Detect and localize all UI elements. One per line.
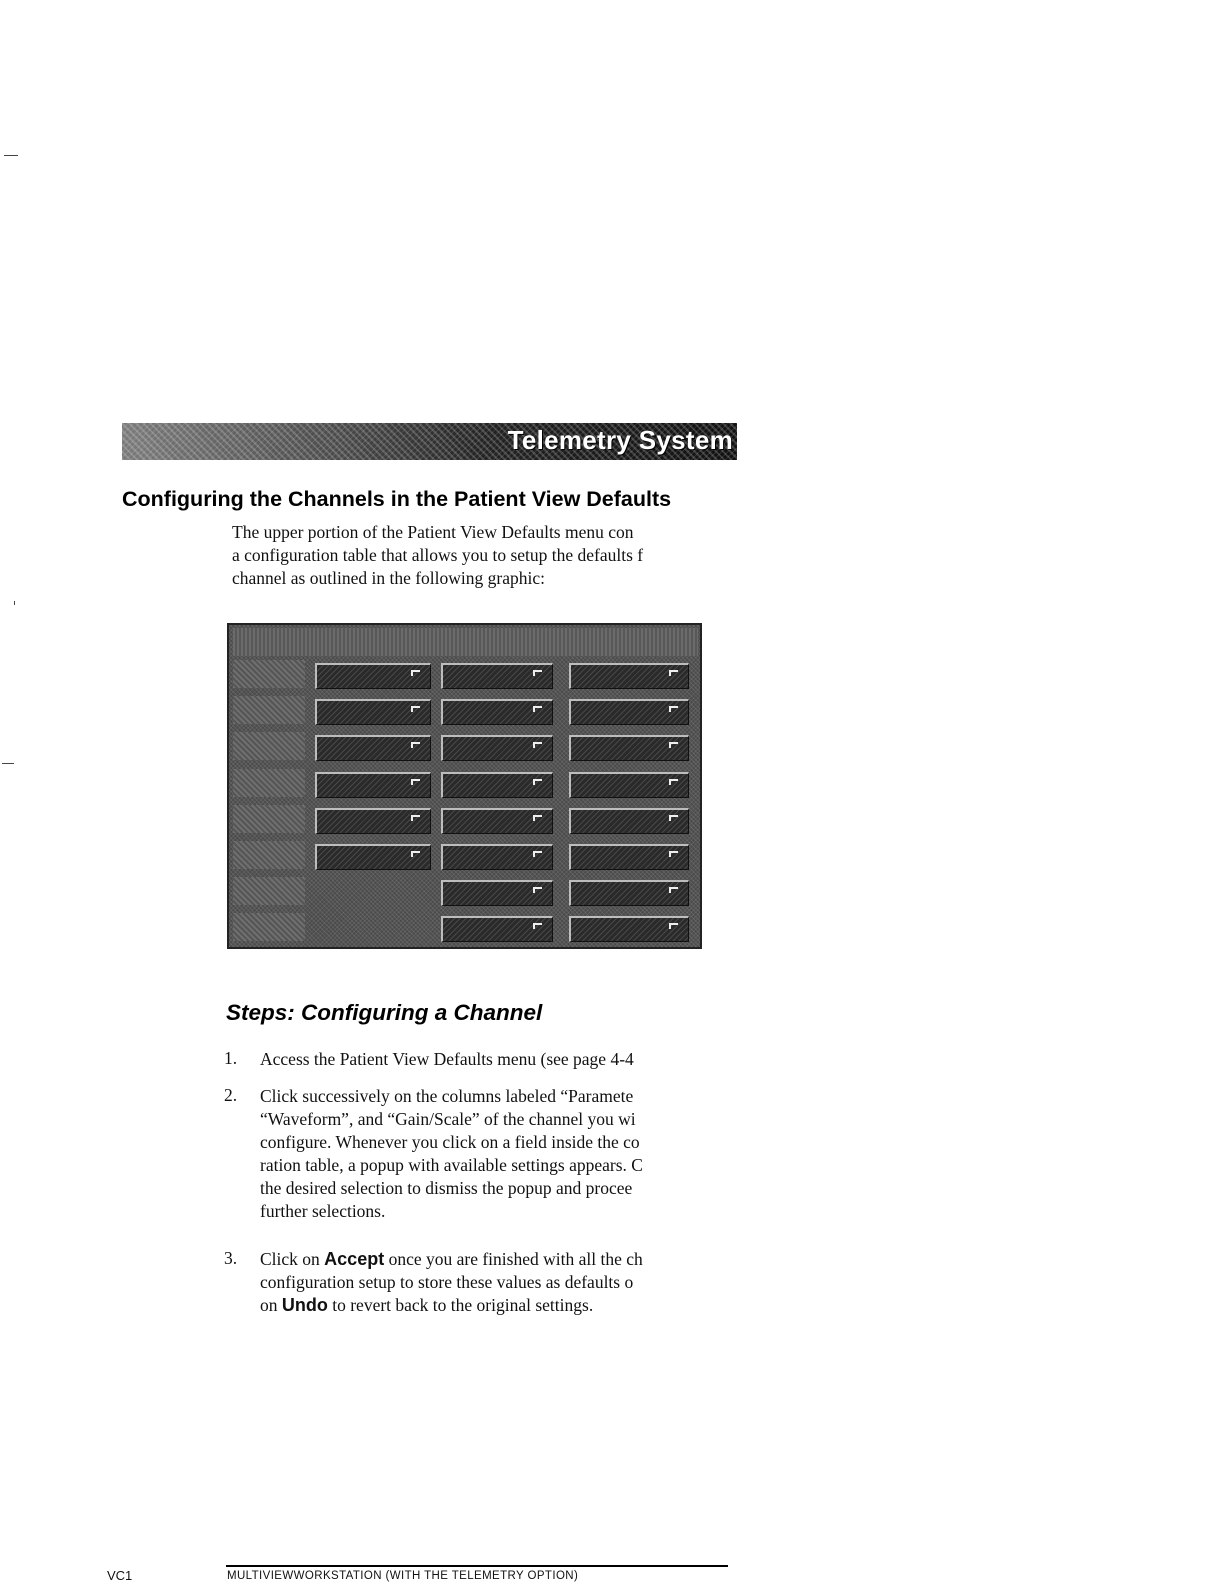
table-dropdown-field [441, 735, 553, 761]
table-dropdown-field [315, 735, 431, 761]
dropdown-arrow-icon [411, 815, 420, 821]
step-number: 3. [224, 1248, 238, 1268]
dropdown-arrow-icon [533, 815, 542, 821]
table-dropdown-field [441, 699, 553, 725]
dropdown-arrow-icon [669, 815, 678, 821]
table-dropdown-field [569, 772, 689, 798]
table-row-label [233, 769, 305, 797]
table-dropdown-field [315, 844, 431, 870]
step-text-fragment: to revert back to the original settings. [327, 1295, 594, 1315]
dropdown-arrow-icon [669, 742, 678, 748]
configuration-table-graphic [227, 623, 702, 949]
table-row-label [233, 660, 305, 688]
table-dropdown-field [315, 699, 431, 725]
intro-line: The upper portion of the Patient View Defaults menu con [232, 522, 634, 542]
table-header-row [233, 628, 698, 656]
table-dropdown-field [569, 880, 689, 906]
table-dropdown-field [569, 916, 689, 942]
intro-line: channel as outlined in the following graphic: [232, 568, 545, 588]
dropdown-arrow-icon [669, 670, 678, 676]
scan-mark [2, 763, 14, 764]
table-dropdown-field [569, 735, 689, 761]
footer-running-title: MULTIVIEWWORKSTATION (WITH THE TELEMETRY OPTION) [227, 1570, 579, 1582]
step-line: the desired selection to dismiss the popup and procee [260, 1178, 633, 1198]
step-line [260, 1294, 738, 1317]
step-text [260, 1048, 738, 1071]
dropdown-arrow-icon [669, 923, 678, 929]
dropdown-arrow-icon [411, 851, 420, 857]
table-row-label [233, 805, 305, 833]
step-text-fragment: once you are finished with all the ch [384, 1249, 643, 1269]
table-row-label [233, 696, 305, 724]
table-dropdown-field [441, 844, 553, 870]
section-heading: Configuring the Channels in the Patient View Defaults [122, 487, 672, 511]
table-row-label [233, 732, 305, 760]
dropdown-arrow-icon [533, 887, 542, 893]
dropdown-arrow-icon [411, 670, 420, 676]
table-dropdown-field [315, 772, 431, 798]
step-text-fragment: on [260, 1295, 282, 1315]
dropdown-arrow-icon [669, 706, 678, 712]
dropdown-arrow-icon [533, 706, 542, 712]
table-dropdown-field [569, 663, 689, 689]
table-row-label [233, 913, 305, 941]
step-line: ration table, a popup with available settings appears. C [260, 1155, 643, 1175]
dropdown-arrow-icon [533, 742, 542, 748]
dropdown-arrow-icon [669, 887, 678, 893]
dropdown-arrow-icon [669, 779, 678, 785]
undo-ui-term: Undo [281, 1295, 328, 1315]
table-dropdown-field [315, 663, 431, 689]
accept-ui-term: Accept [324, 1249, 385, 1269]
step-line: Access the Patient View Defaults menu (see page 4-4 [260, 1049, 634, 1069]
scan-mark [14, 601, 15, 605]
step-text-fragment: Click on [260, 1249, 325, 1269]
step-text [260, 1248, 738, 1317]
intro-line: a configuration table that allows you to setup the defaults f [232, 545, 644, 565]
table-dropdown-field [441, 808, 553, 834]
dropdown-arrow-icon [533, 923, 542, 929]
dropdown-arrow-icon [669, 851, 678, 857]
table-dropdown-field [441, 663, 553, 689]
table-dropdown-field [569, 808, 689, 834]
step-line: “Waveform”, and “Gain/Scale” of the channel you wi [260, 1109, 636, 1129]
steps-heading: Steps: Configuring a Channel [226, 1000, 543, 1025]
chapter-banner [122, 423, 737, 460]
step-line [260, 1248, 738, 1271]
dropdown-arrow-icon [533, 779, 542, 785]
table-dropdown-field [569, 699, 689, 725]
dropdown-arrow-icon [533, 851, 542, 857]
intro-paragraph [232, 521, 740, 590]
footer-page-id: VC1 [107, 1568, 133, 1583]
dropdown-arrow-icon [533, 670, 542, 676]
banner-title: Telemetry System [507, 425, 733, 455]
step-line: configuration setup to store these values as defaults o [260, 1272, 634, 1292]
step-number: 1. [224, 1048, 238, 1068]
table-row-label [233, 877, 305, 905]
footer-rule [226, 1565, 728, 1567]
dropdown-arrow-icon [411, 742, 420, 748]
step-line: configure. Whenever you click on a field inside the co [260, 1132, 640, 1152]
dropdown-arrow-icon [411, 779, 420, 785]
table-dropdown-field [315, 808, 431, 834]
step-text [260, 1085, 738, 1223]
table-dropdown-field [441, 880, 553, 906]
step-line: Click successively on the columns labeled “Paramete [260, 1086, 634, 1106]
table-dropdown-field [441, 772, 553, 798]
step-line: further selections. [260, 1201, 386, 1221]
table-row-label [233, 841, 305, 869]
scan-mark [4, 155, 18, 156]
table-dropdown-field [569, 844, 689, 870]
dropdown-arrow-icon [411, 706, 420, 712]
step-number: 2. [224, 1085, 238, 1105]
table-dropdown-field [441, 916, 553, 942]
